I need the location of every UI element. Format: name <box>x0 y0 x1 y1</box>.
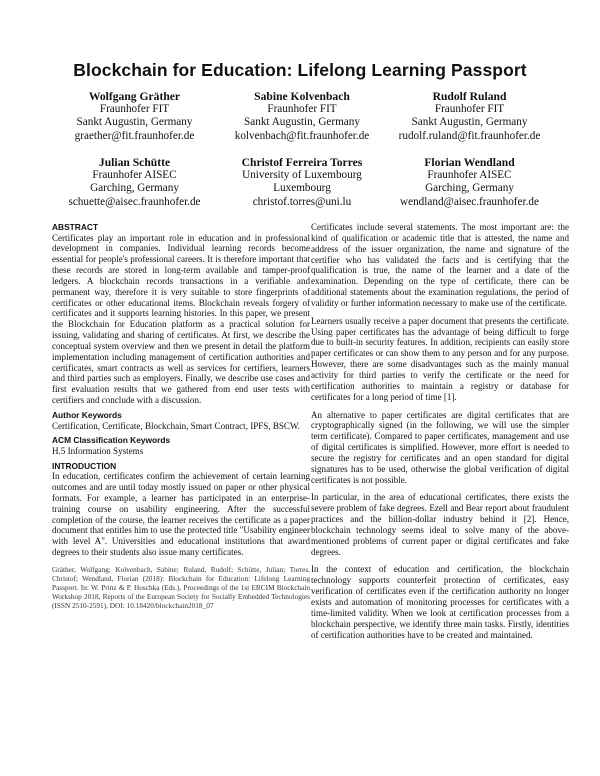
author-affiliation: Fraunhofer FIT <box>267 103 337 116</box>
body-paragraph: In particular, in the area of educational certificates, there exists the severe problem of fake degrees. Ezell and Bear report about fraudulent practices and the billion-dollar industry behind it [2]. Hence, blockchain technology seems ideal to solve many of the above-mentioned problems of current paper or digital certificates and fake degrees. <box>311 492 569 557</box>
body-paragraph: An alternative to paper certificates are digital certificates that are cryptographically signed (in the following, we will use the simpler term certificate). Compared to paper certificates, management and use of digital certificates is simplified. However, more effort is needed to secure the registry for certificates and an open standard for digital signatures has to be used, otherwise the global verification of digital certificates is not possible. <box>311 409 569 485</box>
body-paragraph: Certificates include several statements. The most important are: the kind of qualification or academic title that is attested, the name and address of the issuer organization, the name and signature of the certifier who has validated the facts and is certifying that the qualification is true, the name of the learner and a date of the examination. Depending on the type of certificate, there can be additional statements about the examination regulations, the period of validity or further information necessary to make use of the certificate. <box>311 222 569 308</box>
acm-heading: ACM Classification Keywords <box>52 435 171 446</box>
paper-title: Blockchain for Education: Lifelong Learning Passport <box>73 60 527 80</box>
keywords-section <box>52 410 310 431</box>
author-name: Sabine Kolvenbach <box>254 90 350 103</box>
author-name: Florian Wendland <box>424 156 515 169</box>
author-block <box>387 156 552 209</box>
author-affiliation: Fraunhofer FIT <box>434 103 505 116</box>
introduction-section <box>52 461 310 558</box>
keywords-heading: Author Keywords <box>52 410 122 420</box>
author-row-1 <box>52 90 552 143</box>
body-paragraph: In the context of education and certification, the blockchain technology supports counterfeit protection of certificates, easy verification of certificates even if the certification authority no longer exists and automation of monitoring processes for certificates with a time-limited validity. When we look at certification processes from a blockchain perspective, we identify three main tasks. Firstly, identities of certification authorities have to be created and maintained. <box>311 564 569 640</box>
author-email: kolvenbach@fit.fraunhofer.de <box>234 129 370 142</box>
author-location: Luxembourg <box>273 182 331 195</box>
author-name: Julian Schütte <box>98 156 171 169</box>
abstract-section <box>52 222 310 406</box>
keywords-text: Certification, Certificate, Blockchain, Smart Contract, IPFS, BSCW. <box>52 420 300 431</box>
author-affiliation: Fraunhofer FIT <box>99 103 170 116</box>
author-email: wendland@aisec.fraunhofer.de <box>400 195 539 208</box>
author-name: Rudolf Ruland <box>432 90 507 103</box>
introduction-text: In education, certificates confirm the achievement of certain learning outcomes and are until today mostly issued on paper or other physical formats. For example, a learner has participated in an enterprise-training course on usability engineering. After the successful completion of the course, the learner receives the certificate as a paper document that entitles him to use the protected title "Usability engineer with level A". Universities and educational institutions that award degrees to their students also issue many certificates. <box>52 471 310 558</box>
author-row-2 <box>52 156 552 209</box>
acm-text: H.5 Information Systems <box>52 445 144 456</box>
abstract-heading: ABSTRACT <box>52 222 99 232</box>
author-email: schuette@aisec.fraunhofer.de <box>68 195 201 208</box>
author-email: christof.torres@uni.lu <box>252 195 352 208</box>
author-name: Wolfgang Gräther <box>88 90 181 103</box>
author-location: Garching, Germany <box>425 182 514 195</box>
abstract-text: Certificates play an important role in education and in professional development in companies. Individual learning records become essential for people's professional careers. It is therefore important that these records are stored in long-term available and tamper-proof ledgers. A blockchain records transactions in a verifiable and permanent way, therefore it is very suitable to store fingerprints of certificates or other educational items. Blockchain reveals forgery of certificates and it supports learning histories. In this paper, we present the Blockchain for Education platform as a practical solution for issuing, validating and sharing of certificates. At first, we describe the conceptual system overview and then we present in detail the platform implementation including management of certification authorities and certificates, smart contracts as well as services for certifiers, learners and third parties such as employers. Finally, we describe use cases and first evaluation results that we gathered from end user tests with certifiers and conclude with a discussion. <box>52 232 310 406</box>
author-location: Garching, Germany <box>90 182 179 195</box>
author-block <box>220 156 385 209</box>
author-affiliation: Fraunhofer AISEC <box>92 169 177 182</box>
body-paragraph: Learners usually receive a paper document that presents the certificate. Using paper certificates has the advantage of being difficult to forge due to built-in security features. In addition, recipients can easily store paper certificates or can show them to any person and for any purpose. However, there are some disadvantages such as the mainly manual activity for third parties to verify the certificate or the need for certification authorities to maintain a registry or database for certificates for a long period of time [1]. <box>311 315 569 402</box>
author-email: graether@fit.fraunhofer.de <box>74 129 195 142</box>
left-column <box>52 222 310 610</box>
author-location: Sankt Augustin, Germany <box>244 116 360 129</box>
author-block <box>220 90 385 143</box>
author-block <box>387 90 552 143</box>
author-name: Christof Ferreira Torres <box>241 156 363 169</box>
right-column <box>311 222 569 647</box>
citation-footnote: Gräther, Wolfgang; Kolvenbach, Sabine; Ruland, Rudolf; Schütte, Julian; Torres, Christof; Wendland, Florian (2018): Blockchain for Education: Lifelong Learning Passport. In: W. Prinz & P. Hoschka (Eds.), Proceedings of the 1st ERCIM Blockchain Workshop 2018, Reports of the European Society for Socially Embedded Technologies (ISSN 2510-2591), DOI: 10.18420/blockchain2018_07 <box>52 564 310 610</box>
acm-section <box>52 435 310 456</box>
author-affiliation: University of Luxembourg <box>242 169 362 182</box>
author-location: Sankt Augustin, Germany <box>76 116 193 129</box>
author-location: Sankt Augustin, Germany <box>411 116 528 129</box>
author-block <box>52 156 217 209</box>
author-affiliation: Fraunhofer AISEC <box>427 169 512 182</box>
introduction-heading: INTRODUCTION <box>52 460 117 471</box>
author-block <box>52 90 217 143</box>
author-email: rudolf.ruland@fit.fraunhofer.de <box>398 129 541 142</box>
